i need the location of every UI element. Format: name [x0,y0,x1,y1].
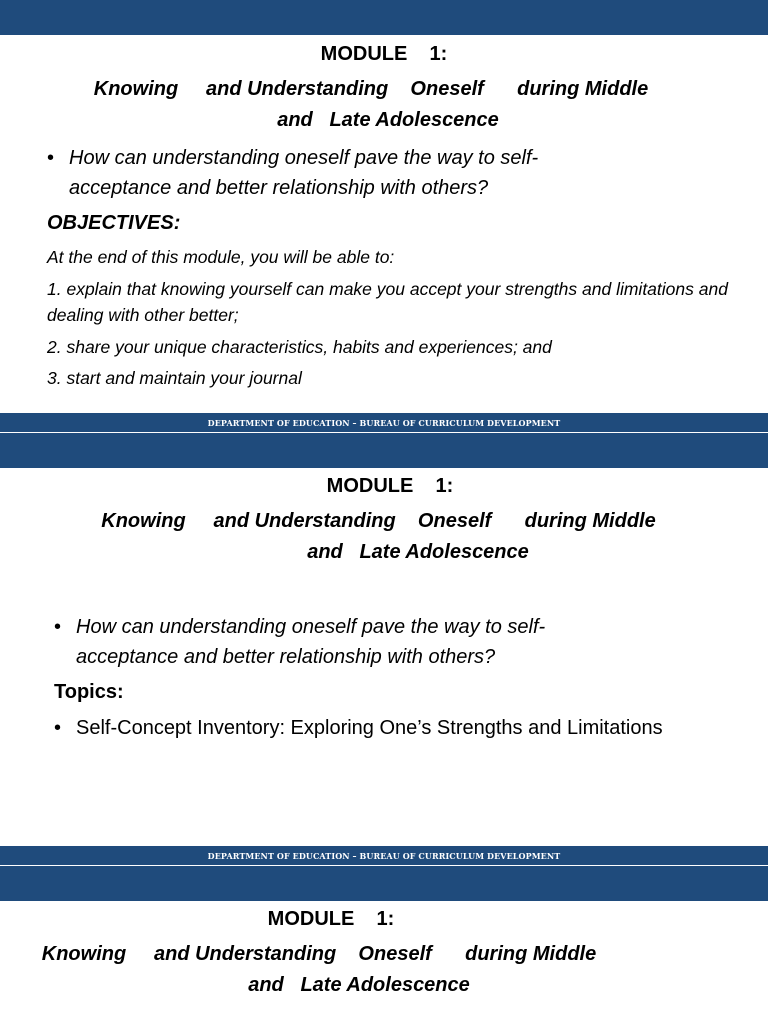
slide-2[interactable] [0,433,768,866]
topics-heading: Topics: [54,681,124,703]
objective-item: 1. explain that knowing yourself can make you accept your strengths and limitations and dealing with other better; [47,279,728,325]
slide-subtitle-line-2: and Late Adolescence [307,541,529,563]
question-text: How can understanding oneself pave the way to self-acceptance and better relationship with others? [76,616,546,668]
question-text: How can understanding oneself pave the way to self-acceptance and better relationship with others? [69,147,539,199]
slide-subtitle-line-1: Knowing and Understanding Oneself during Middle [93,78,649,100]
objectives-intro: At the end of this module, you will be able to: [47,247,395,267]
slide-1[interactable] [0,0,768,433]
slide-subtitle-line-1: Knowing and Understanding Oneself during Middle [101,510,656,532]
question-bullet [54,612,644,672]
bullet-icon: • [54,616,62,638]
topic-text: Self-Concept Inventory: Exploring One’s Strengths and Limitations [76,717,663,739]
bullet-icon: • [47,147,55,169]
bullet-icon: • [54,717,62,739]
footer-text: DEPARTMENT OF EDUCATION – BUREAU OF CURRICULUM DEVELOPMENT [207,851,561,861]
slide-footer-band [0,413,768,433]
slide-subtitle-line-1: Knowing and Understanding Oneself during Middle [41,943,597,965]
footer-text: DEPARTMENT OF EDUCATION – BUREAU OF CURRICULUM DEVELOPMENT [207,418,561,428]
slide-title: MODULE 1: [320,43,448,65]
objective-item: 2. share your unique characteristics, habits and experiences; and [47,337,552,357]
objectives-heading: OBJECTIVES: [47,212,181,234]
question-bullet [47,143,637,203]
slide-title: MODULE 1: [326,475,454,497]
objective-item: 3. start and maintain your journal [47,368,302,388]
slide-subtitle-line-2: and Late Adolescence [277,109,499,131]
slide-header-band [0,433,768,468]
slide-header-band [0,0,768,35]
slide-subtitle-line-2: and Late Adolescence [248,974,470,996]
slide-3[interactable] [0,866,768,1024]
slide-header-band [0,866,768,901]
slide-footer-band [0,846,768,866]
slide-title: MODULE 1: [267,908,395,930]
topic-item [54,713,664,743]
